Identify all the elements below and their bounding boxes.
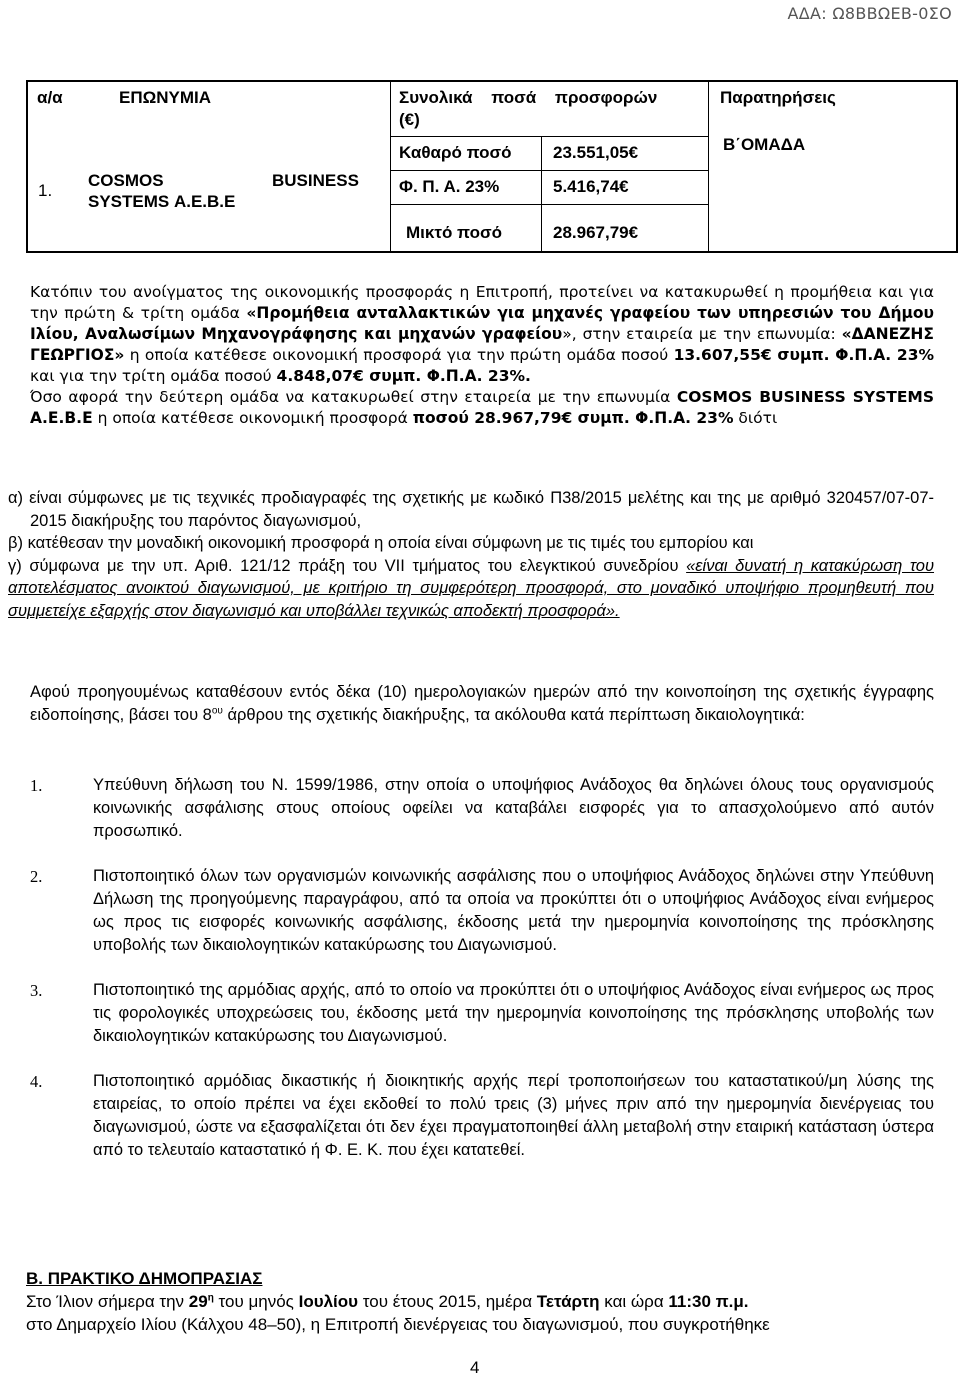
p1-title: «Προμήθεια ανταλλακτικών για μηχανές γραφείου των υπηρεσιών του Δήμου Ιλίου, Αναλωσίμων Μηχανογράφησης και μηχανών γραφείου <box>30 304 934 343</box>
gross-value: 28.967,79€ <box>553 223 639 242</box>
list-number: 2. <box>30 867 43 886</box>
net-value: 23.551,05€ <box>553 143 639 162</box>
list-item <box>30 865 934 957</box>
list-number: 4. <box>30 1072 43 1091</box>
reason-c: γ) σύμφωνα με την υπ. Αριθ. 121/12 πράξη του VII τμήματος του ελεγκτικού συνεδρίου <box>8 556 687 575</box>
sb-day: 29 <box>188 1292 208 1311</box>
sb-weekday: Τετάρτη <box>536 1292 600 1311</box>
p1-text3: η οποία κατέθεσε οικονομική προσφορά για την πρώτη ομάδα ποσού <box>124 346 674 364</box>
p3-text2: άρθρου της σχετικής διακήρυξης, τα ακόλουθα κατά περίπτωση δικαιολογητικά: <box>222 706 805 724</box>
sb-text: Στο Ίλιον σήμερα την <box>26 1292 189 1311</box>
reason-a: α) είναι σύμφωνες με τις τεχνικές προδιαγραφές της σχετικής με κωδικό Π38/2015 μελέτης και της με αριθμό 320457/07-07-2015 διακήρυξης του παρόντος διαγωνισμού, <box>8 489 934 530</box>
reason-c-quote: «είναι δυνατή η κατακύρωση του αποτελέσματος ανοικτού διαγωνισμού, με κριτήριο τη συμφερότερη προσφορά, στο μοναδικό υποψήφιο προμηθευτή που συμμετείχε εξαρχής στον διαγωνισμό και υποβάλλει τεχνικώς αποδεκτή προσφορά». <box>8 556 935 620</box>
p2-amount: ποσού 28.967,79€ συμπ. Φ.Π.Α. 23% <box>412 409 734 427</box>
p1-text4: και για την τρίτη ομάδα ποσού <box>30 367 277 385</box>
sb-time: 11:30 π.μ. <box>668 1292 749 1311</box>
sb-text2: του μηνός <box>213 1292 299 1311</box>
p2-text: Όσο αφορά την δεύτερη ομάδα να κατακυρωθεί στην εταιρεία με την επωνυμία <box>30 388 677 406</box>
p3-text: Αφού προηγουμένως καταθέσουν εντός δέκα (10) ημερολογιακών ημερών από την κοινοποίηση της σχετικής έγγραφης ειδοποίησης, βάσει του 8 <box>30 683 934 724</box>
list-number: 3. <box>30 981 43 1000</box>
vat-label: Φ. Π. Α. 23% <box>399 177 500 196</box>
p1-amount1: 13.607,55€ συμπ. Φ.Π.Α. 23% <box>673 346 935 364</box>
vat-value: 5.416,74€ <box>553 177 629 196</box>
list-text: Υπεύθυνη δήλωση του Ν. 1599/1986, στην οποία ο υποψήφιος Ανάδοχος θα δηλώνει όλους τους οργανισμούς κοινωνικής ασφάλισης στους οποίους οφείλει να καταβάλει εισφορές για το απασχολούμενο από αυτόν προσωπικό. <box>93 776 934 840</box>
section-b <box>26 1267 936 1336</box>
p1-amount2: 4.848,07€ συμπ. Φ.Π.Α. 23%. <box>276 367 531 385</box>
p1-text2: », στην εταιρεία με την επωνυμία: <box>562 325 842 343</box>
p2-company: COSMOS BUSINESS SYSTEMS Α.Ε.Β.Ε <box>30 388 934 427</box>
p1-company: «ΔΑΝΕΖΗΣ ΓΕΩΡΓΙΟΣ» <box>30 325 934 364</box>
company-name-part1: COSMOS <box>88 171 164 190</box>
company-name-part3: SYSTEMS Α.Ε.Β.Ε <box>88 192 236 211</box>
reasons-list <box>8 487 934 622</box>
col-totals-unit: (€) <box>399 110 420 129</box>
p2-text3: διότι <box>733 409 778 427</box>
sb-text3: του έτους 2015, ημέρα <box>358 1292 537 1311</box>
list-item <box>30 1070 934 1162</box>
p3-sup: ου <box>211 705 223 717</box>
paragraph-award-groups <box>30 282 934 429</box>
col-remarks-header: Παρατηρήσεις <box>720 88 836 107</box>
list-number: 1. <box>30 776 43 795</box>
row-number: 1. <box>38 181 53 200</box>
list-text: Πιστοποιητικό της αρμόδιας αρχής, από το οποίο να προκύπτει ότι ο υποψήφιος Ανάδοχος είναι ενήμερος ως προς τις φορολογικές υποχρεώσεις του, έκδοσης μετά την ημερομηνία κοινοποίησης της πρόσκλησης υποβολής των δικαιολογητικών κατακύρωσης του Διαγωνισμού. <box>93 981 934 1045</box>
documents-list <box>30 774 934 1162</box>
sb-month: Ιουλίου <box>298 1292 359 1311</box>
company-name-part2: BUSINESS <box>272 171 359 190</box>
sb-text4: και ώρα <box>599 1292 669 1311</box>
page-number: 4 <box>470 1358 480 1377</box>
ada-code: ΑΔΑ: Ω8ΒΒΩΕΒ-0ΣΟ <box>787 4 952 23</box>
col-aa-header: α/α <box>37 88 63 107</box>
sb-line2: στο Δημαρχείο Ιλίου (Κάλχου 48–50), η Επιτροπή διενέργειας του διαγωνισμού, που συγκροτήθηκε <box>26 1315 770 1334</box>
p2-text2: η οποία κατέθεσε οικονομική προσφορά <box>92 409 413 427</box>
list-item <box>30 979 934 1048</box>
gross-label: Μικτό ποσό <box>406 223 502 242</box>
list-text: Πιστοποιητικό αρμόδιας δικαστικής ή διοικητικής αρχής περί τροποποιήσεων του καταστατικού/μη λύσης της εταιρείας, το οποίο πρέπει να έχει εκδοθεί το πολύ τρεις (3) μήνες πριν από την ημερομηνία διενέργειας του διαγωνισμού, ώστε να εξασφαλίζεται ότι δεν έχει πραγματοποιηθεί άλλη μεταβολή στην εταιρική κατάσταση ύστερα από το τελευταίο καταστατικό ή Φ. Ε. Κ. που έχει κατατεθεί. <box>93 1072 934 1159</box>
net-label: Καθαρό ποσό <box>399 143 512 162</box>
sb-day-sup: η <box>207 1292 214 1304</box>
p1-text: Κατόπιν του ανοίγματος της οικονομικής προσφοράς η Επιτροπή, προτείνει να κατακυρωθεί η προμήθεια και για την πρώτη & τρίτη ομάδα <box>30 283 934 322</box>
section-b-heading: Β. ΠΡΑΚΤΙΚΟ ΔΗΜΟΠΡΑΣΙΑΣ <box>26 1269 263 1288</box>
group-remark: Β΄ΟΜΑΔΑ <box>723 135 806 154</box>
col-totals-header: Συνολικά ποσά προσφορών <box>399 88 658 107</box>
offers-table <box>26 80 958 253</box>
col-name-header: ΕΠΩΝΥΜΙΑ <box>119 88 212 107</box>
list-item <box>30 774 934 843</box>
reason-b: β) κατέθεσαν την μοναδική οικονομική προσφορά η οποία είναι σύμφωνη με τις τιμές του εμπορίου και <box>8 534 754 552</box>
paragraph-documents-intro <box>30 681 934 727</box>
list-text: Πιστοποιητικό όλων των οργανισμών κοινωνικής ασφάλισης που ο υποψήφιος Ανάδοχος δηλώνει στην Υπεύθυνη Δήλωση της προηγούμενης παραγράφου, από τα οποία να προκύπτει ότι ο υποψήφιος Ανάδοχος είναι ενήμερος ως προς τις εισφορές κοινωνικής ασφάλισης, έκδοσης μετά την ημερομηνία κοινοποίησης της πρόσκλησης υποβολής των δικαιολογητικών κατακύρωσης του Διαγωνισμού. <box>93 867 934 954</box>
